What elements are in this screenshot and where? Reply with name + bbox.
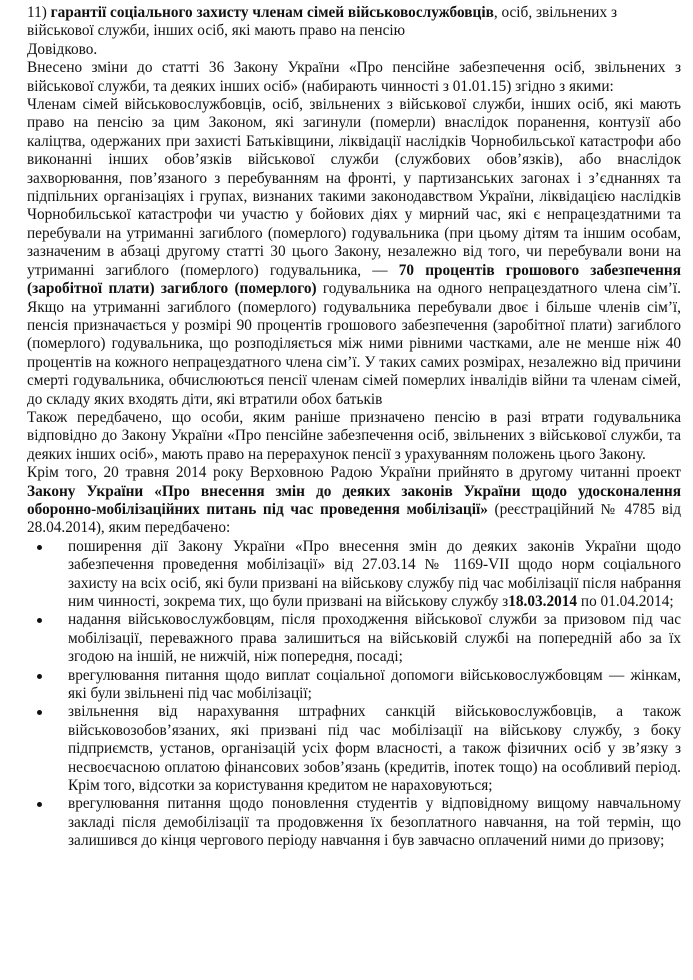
list-item [27, 667, 681, 704]
draft-law-text-a: Крім того, 20 травня 2014 року Верховною Радою України прийнято в другому читанні проект [27, 464, 681, 482]
bullet-icon [37, 710, 42, 715]
paragraph-recalculation: Також передбачено, що особи, яким раніше призначено пенсію в разі втрати годувальника відповідно до Закону України «Про пенсійне забезпечення осіб, звільнених з військової служби, та деяких інших осіб», мають право на перерахунок пенсії з урахуванням положень цього Закону. [27, 408, 681, 463]
list-item [27, 611, 681, 666]
heading-number: 11) [27, 4, 47, 21]
list-item-bold-date: 18.03.2014 [508, 593, 578, 610]
paragraph-draft-law [27, 464, 681, 538]
bullet-icon [37, 618, 42, 623]
list-item-text: звільнення від нарахування штрафних санкцій військовослужбовців, а також військовозобов’язаних, які призвані під час мобілізації на військову службу, з боку підприємств, установ, організацій усіх форм власності, а також фізичних осіб у зв’язку з несвоєчасною оплатою фінансових зобов’язань (кредитів, іпотек тощо) на особливий період. Крім того, відсотки за користування кредитом не нараховуються; [68, 703, 681, 795]
pension-rules-bold: 70 процентів грошового забезпечення (заробітної плати) загиблого (померлого) [27, 261, 681, 298]
bullet-icon [37, 802, 42, 807]
pension-rules-text-b: годувальника на одного непрацездатного члена сім’ї. Якщо на утриманні загиблого (померлого) годувальника перебували двоє і більше членів сім’ї, пенсія призначається у розмірі 90 процентів грошового забезпечення (заробітної плати) загиблого (померлого) годувальника, що розподіляється між ними рівними частками, але не менше ніж 40 процентів на кожного непрацездатного члена сім’ї. У таких самих розмірах, незалежно від причини смерті годувальника, обчислюються пенсії членам сімей померлих інвалідів війни та членам сімей, до складу яких входять діти, які втратили обох батьків [27, 280, 681, 408]
bullet-icon [37, 674, 42, 679]
list-item [27, 538, 681, 612]
list-item-text: врегулювання питання щодо поновлення студентів у відповідному вищому навчальному закладі після демобілізації та продовження їх безоплатного навчання, на той термін, що залишився до кінця чергового періоду навчання і був завчасно оплачений ними до призову; [68, 795, 681, 850]
draft-law-text-b: (реєстраційний № 4785 від 28.04.2014), яким передбачено: [27, 500, 681, 537]
list-item-text: надання військовослужбовцям, після проходження військової служби за призовом під час мобілізації, переважного права залишиться на військовій службі на попередній або за їх згодою на іншій, не нижчій, ніж попередня, посаді; [68, 611, 681, 666]
paragraph-pension-rules [27, 96, 681, 409]
reference-label: Довідково. [27, 40, 98, 58]
provisions-list [27, 538, 681, 851]
list-item-text-end: по 01.04.2014; [577, 593, 674, 610]
list-item-text: врегулювання питання щодо виплат соціальної допомоги військовослужбовцям — жінкам, які були звільнені під час мобілізації; [68, 666, 681, 703]
heading-bold-text: гарантії соціального захисту членам сімей військовослужбовців [50, 4, 494, 21]
list-item-text: поширення дії Закону України «Про внесення змін до деяких законів України щодо забезпечення проведення мобілізації» від 27.03.14 № 1169-VII щодо норм соціального захисту на всіх осіб, які були призвані на військову службу під час мобілізації після набрання ним чинності, зокрема тих, що були призвані на військову службу з [68, 537, 681, 610]
list-item [27, 703, 681, 795]
draft-law-title: Закону України «Про внесення змін до деяких законів України щодо удосконалення оборонно-мобілізаційних питань під час проведення мобілізації» [27, 482, 681, 518]
bullet-icon [37, 545, 42, 550]
heading-rest-text: , осіб, звільнених з військової служби, інших осіб, які мають право на пенсію [27, 4, 617, 40]
paragraph-law-changes: Внесено зміни до статті 36 Закону України «Про пенсійне забезпечення осіб, звільнених з військової служби, та деяких інших осіб» (набирають чинності з 01.01.15) згідно з якими: [27, 59, 681, 95]
section-heading [27, 4, 681, 41]
pension-rules-text-a: Членам сімей військовослужбовців, осіб, звільнених з військової служби, інших осіб, які мають право на пенсію за цим Законом, які загинули (померли) внаслідок поранення, контузії або каліцтва, одержаних при захисті Батьківщини, ліквідації наслідків Чорнобильської катастрофи або виконанні інших обов’язків військової служби (службових обов’язків), або внаслідок захворювання, пов’язаного з перебуванням на фронті, у партизанських загонах і з’єднаннях та підпільних організаціях і групах, визнаних такими законодавством України, ліквідацією наслідків Чорнобильської катастрофи чи участю у бойових діях у мирний час, які є непрацездатними та перебували на утриманні загиблого (померлого) годувальника (при цьому дітям та іншим особам, зазначеним в абзаці другому статті 30 цього Закону, незалежно від того, чи перебували вони на утриманні загиблого (померлого) годувальника, — [27, 96, 681, 279]
document-page [27, 4, 681, 851]
list-item [27, 795, 681, 850]
